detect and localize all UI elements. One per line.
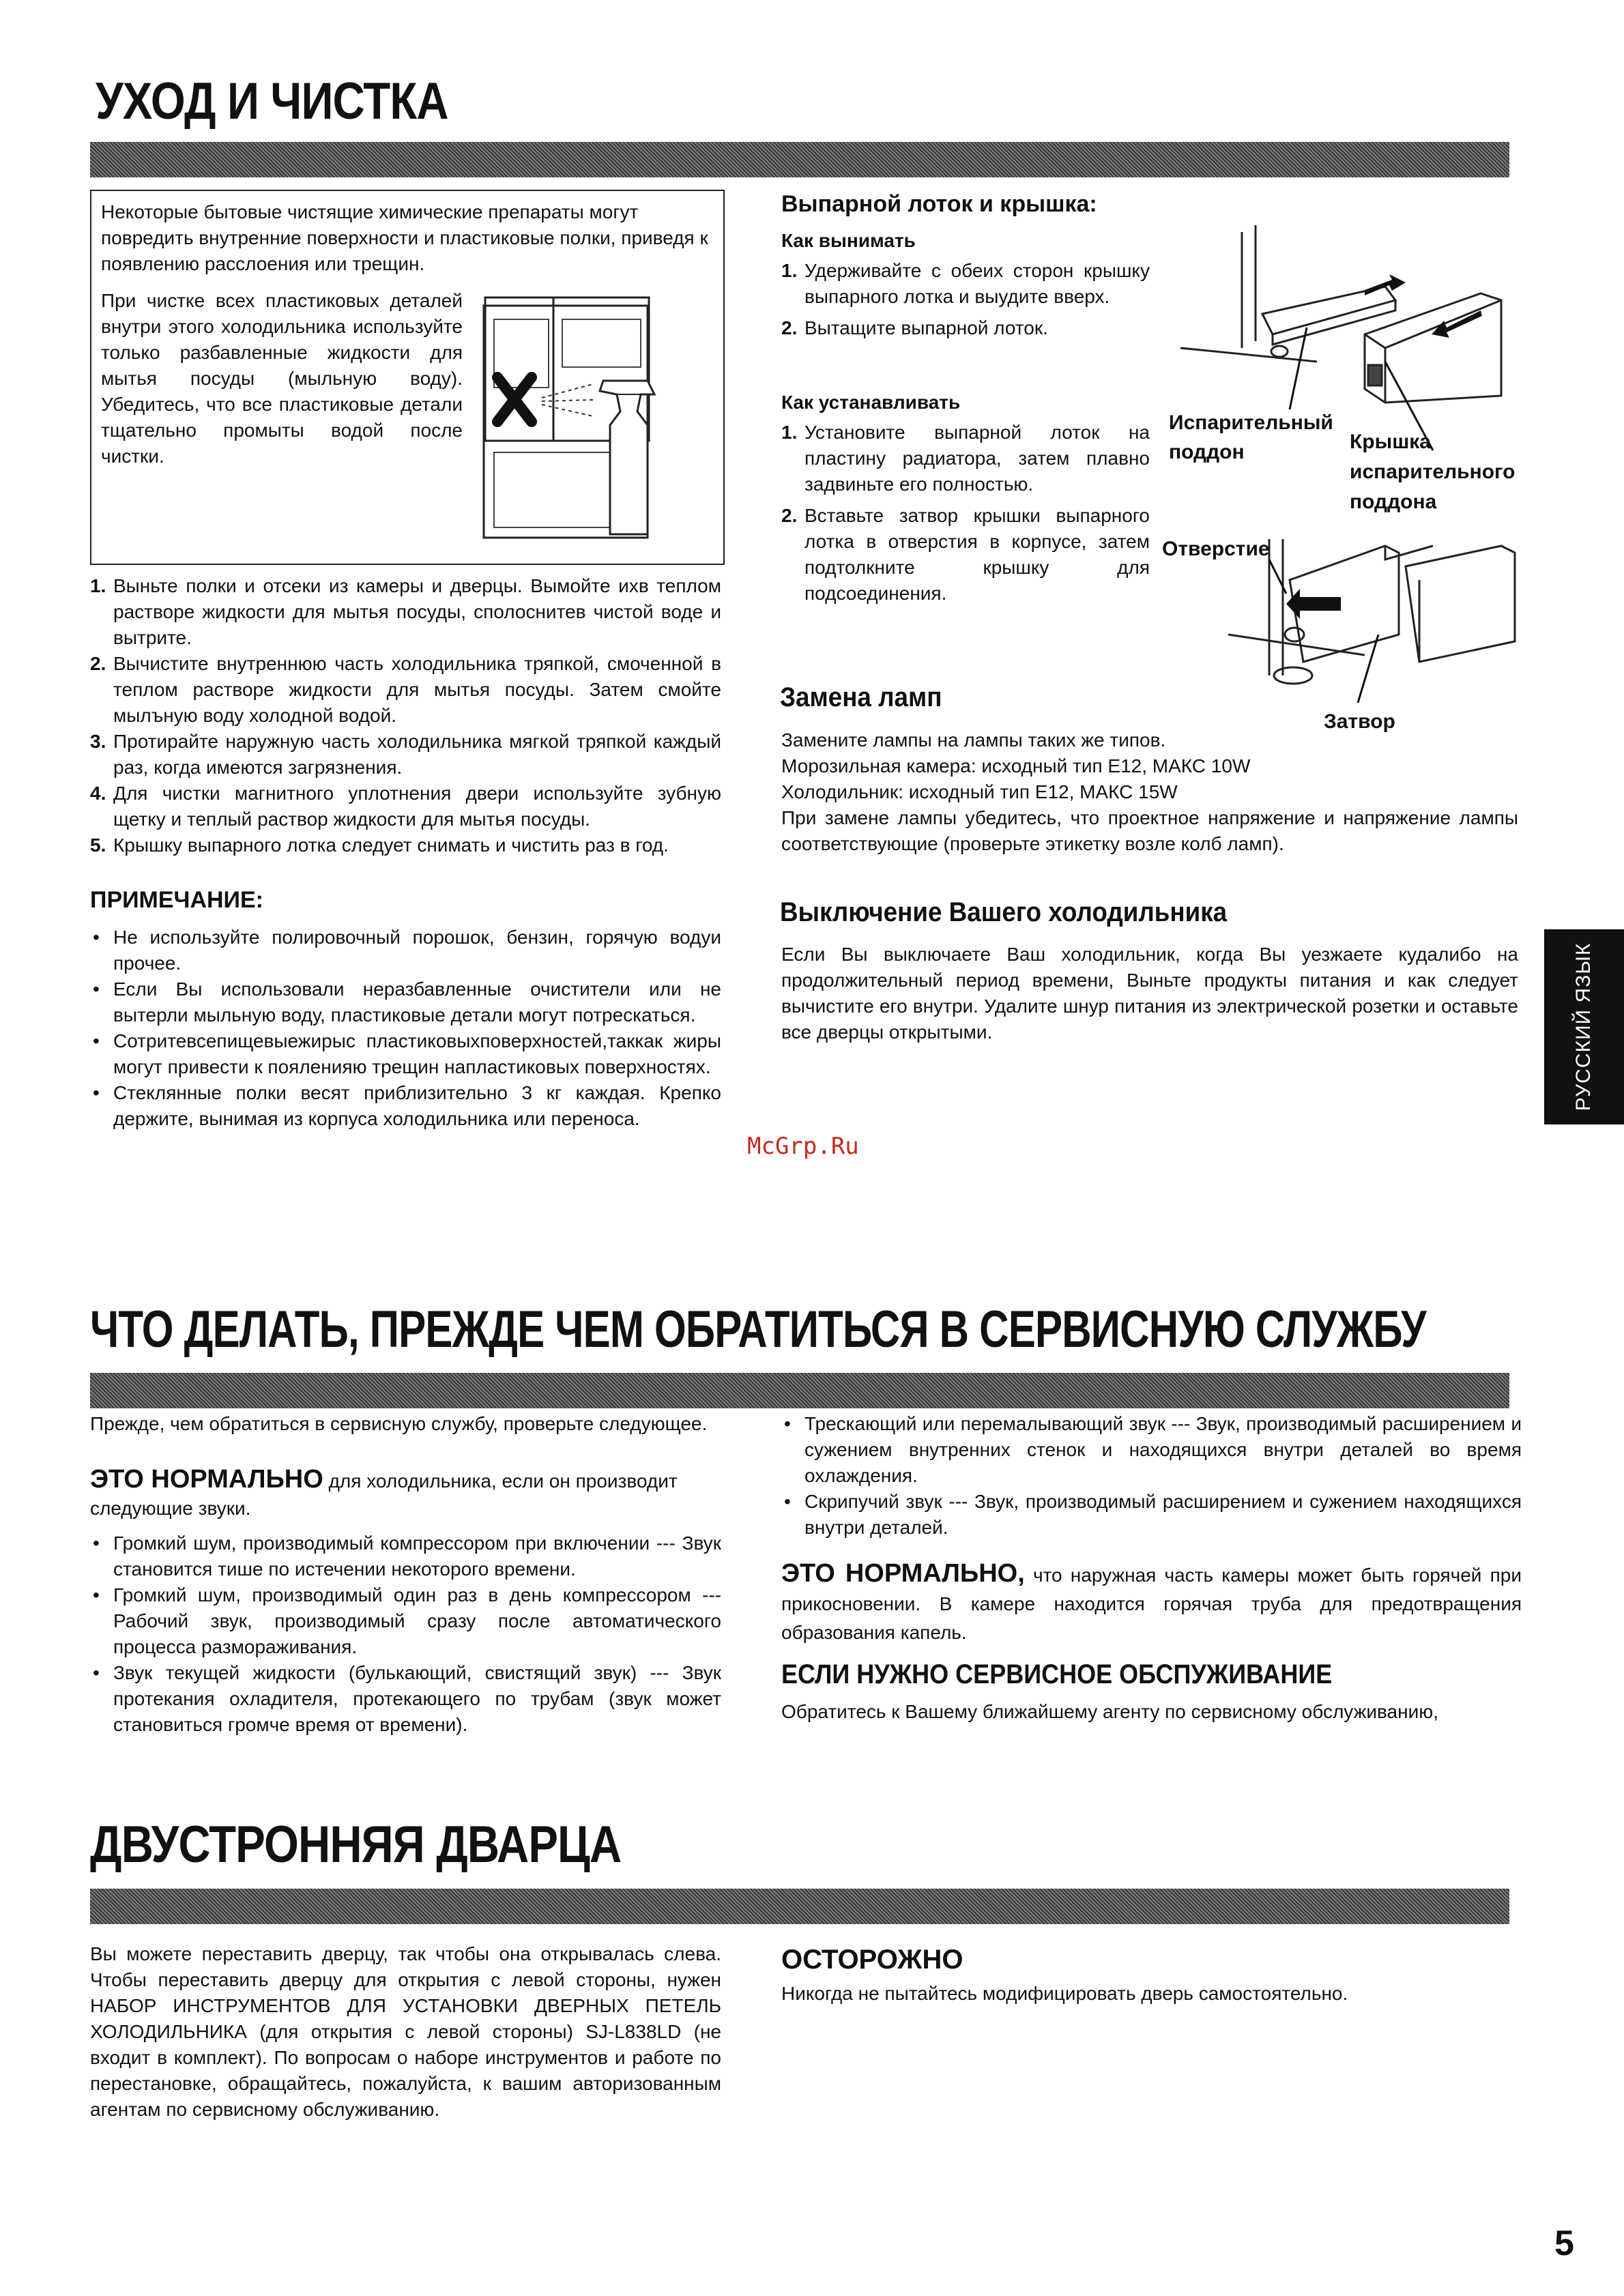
note-list [90,925,721,1132]
section-title-door: ДВУСТРОННЯЯ ДВАРЦА [90,1816,622,1874]
shutdown-title: Выключение Вашего холодильника [780,897,1228,927]
tray-remove-step: 1. Удерживайте с обеих сторон крышку выпарного лотка и выудите вверх. [781,260,1150,307]
sound-item: • Трескающий или перемалывающий звук --- Звук, производимый расширением и сужением внутренних стенок и находящихся внутри деталей во время охлаждения. [781,1411,1522,1489]
label-latch: Затвор [1324,710,1395,733]
service-needed-text: Обратитесь к Вашему ближайшему агенту по сервисному обслуживанию, [781,1701,1439,1722]
normal2-rest: что наружная часть камеры может быть горячей при прикосновении. В камере находится горячая труба для предотвращения образования капель. [781,1565,1522,1643]
normal2-lead: ЭТО НОРМАЛЬНО, [781,1559,1025,1588]
caution-title: ОСТОРОЖНО [781,1945,963,1975]
section-bar-service [90,1373,1509,1408]
lamps-line1: Замените лампы на лампы таких же типов. [781,729,1166,751]
normal1-paragraph [90,1466,721,1522]
section-title-care: УХОД И ЧИСТКА [96,72,448,130]
note-item: • Сотритевсепищевыежирыс пластиковыхповерхностей,таккак жиры могут привести к пояленияю трещин напластиковых поверхностях. [90,1028,721,1080]
label-cover-3: поддона [1350,491,1437,513]
tray-install-step: 1. Установите выпарной лоток на пластину радиатора, затем плавно задвиньте его полностью. [781,422,1150,495]
lamps-line3: Холодильник: исходный тип E12, МАКС 15W [781,781,1178,802]
cleaning-step: 5. Крышку выпарного лотка следует снимать и чистить раз в год. [90,834,669,856]
normal1-lead: ЭТО НОРМАЛЬНО [90,1465,323,1494]
tray-remove-title: Как вынимать [781,230,916,251]
tray-install-title: Как устанавливать [781,392,961,413]
cleaning-step: 3. Протирайте наружную часть холодильника мягкой тряпкой каждый раз, когда имеются загрязнения. [90,731,721,778]
tray-install-step: 2. Вставьте затвор крышки выпарного лотка в отверстия в корпусе, затем подтолкните крышку для подсоединения. [781,505,1150,604]
section-title-service: ЧТО ДЕЛАТЬ, ПРЕЖДЕ ЧЕМ ОБРАТИТЬСЯ В СЕРВИСНУЮ СЛУЖБУ [90,1300,1426,1358]
normal2-paragraph [781,1559,1522,1647]
tray-install-steps [781,420,1150,607]
page-number: 5 [1554,2224,1574,2263]
warning-intro: Некоторые бытовые чистящие химические препараты могут повредить внутренние поверхности и пластиковые полки, приведя к появлению расслоения или трещин. [101,201,708,274]
lamps-line2: Морозильная камера: исходный тип E12, МАКС 10W [781,755,1251,776]
note-item: • Не используйте полировочный порошок, бензин, горячую водуи прочее. [90,925,721,976]
label-cover-1: Крышка [1350,431,1431,453]
cleaning-step: 2. Вычистите внутреннюю часть холодильника тряпкой, смоченной в теплом растворе жидкости для мытья посуды. Затем смойте мылъную воду холодной водой. [90,653,721,726]
door-text: Вы можете переставить дверцу, так чтобы она открывалась слева. Чтобы переставить дверцу для открытия с левой стороны, нужен НАБОР ИНСТРУМЕНТОВ ДЛЯ УСТАНОВКИ ДВЕРНЫХ ПЕТЕЛЬ ХОЛОДИЛЬНИКА (для открытия с левой стороны) SJ-L838LD (не входит в комплект). По вопросам о наборе инструментов и работе по перестановке, обращайтесь, пожалуйста, к вашим авторизованным агентам по сервисному обслуживанию. [90,1943,721,2120]
warning-advice: При чистке всех пластиковых деталей внутри этого холодильника используйте только разбавленные жидкости для мытья посуды (мыльную воду). Убедитесь, что все пластиковые детали тщательно промыты водой после чистки. [101,290,463,467]
language-tab-label: РУССКИЙ ЯЗЫК [1572,942,1595,1111]
lamps-line4: При замене лампы убедитесь, что проектное напряжение и напряжение лампы соответствующие (проверьте этикетку возле колб ламп). [781,807,1518,854]
shutdown-text: Если Вы выключаете Ваш холодильник, когда Вы уезжаете кудалибо на продолжительный период времени, Выньте продукты питания и как следует вычистите его внутри. Удалите шнур питания из электрической розетки и оставьте все дверцы открытыми. [781,944,1518,1043]
label-hole: Отверстие [1162,538,1270,560]
service-needed-title: ЕСЛИ НУЖНО СЕРВИСНОЕ ОБСПУЖИВАНИЕ [781,1659,1333,1689]
service-intro: Прежде, чем обратиться в сервисную службу, проверьте следующее. [90,1413,708,1434]
lamps-title: Замена ламп [780,682,942,712]
language-side-tab [1544,929,1624,1124]
note-item: • Если Вы использовали неразбавленные очистители или не вытерли мыльную воду, пластиковые детали могут потрескаться. [90,976,721,1028]
sounds-right-list [781,1411,1522,1541]
sounds-left-list [90,1530,721,1738]
sound-item: • Скрипучий звук --- Звук, производимый расширением и сужением находящихся внутри деталей. [781,1489,1522,1541]
label-evap-tray-2: поддон [1169,441,1245,463]
section-bar-care [90,142,1509,177]
note-title: ПРИМЕЧАНИЕ: [90,887,263,913]
watermark: McGrp.Ru [747,1133,859,1160]
warning-box [90,190,725,565]
label-evap-tray-1: Испарительный [1169,411,1333,434]
sound-item: • Громкий шум, производимый один раз в день компрессором --- Рабочий звук, производимый сразу после автоматического процесса размораживания. [90,1582,721,1660]
normal1-rest: для холодильника, если он производит следующие звуки. [90,1470,678,1519]
tray-remove-steps [781,258,1150,341]
sound-item: • Громкий шум, производимый компрессором при включении --- Звук становится тише по истечении некоторого времени. [90,1530,721,1582]
note-item: • Стеклянные полки весят приблизительно 3 кг каждая. Крепко держите, вынимая из корпуса холодильника или переноса. [90,1080,721,1132]
cleaning-step: 4. Для чистки магнитного уплотнения двери используйте зубную щетку и теплый раствор жидкости для мытья посуды. [90,783,721,830]
sound-item: • Звук текущей жидкости (булькающий, свистящий звук) --- Звук протекания охладителя, протекающего по трубам (звук может становиться громче время от времени). [90,1660,721,1738]
label-cover-2: испарительного [1350,461,1516,483]
section-bar-door [90,1889,1509,1924]
caution-text: Никогда не пытайтесь модифицировать дверь самостоятельно. [781,1983,1348,2004]
cleaning-step: 1. Выньте полки и отсеки из камеры и дверцы. Вымойте ихв теплом растворе жидкости для мытья посуды, сполоснитев чистой воде и вытрите. [90,575,721,648]
tray-remove-step: 2. Вытащите выпарной лоток. [781,317,1048,338]
tray-title: Выпарной лоток и крышка: [781,191,1097,217]
fridge-spray-illustration [477,292,709,551]
cleaning-steps [90,573,721,858]
